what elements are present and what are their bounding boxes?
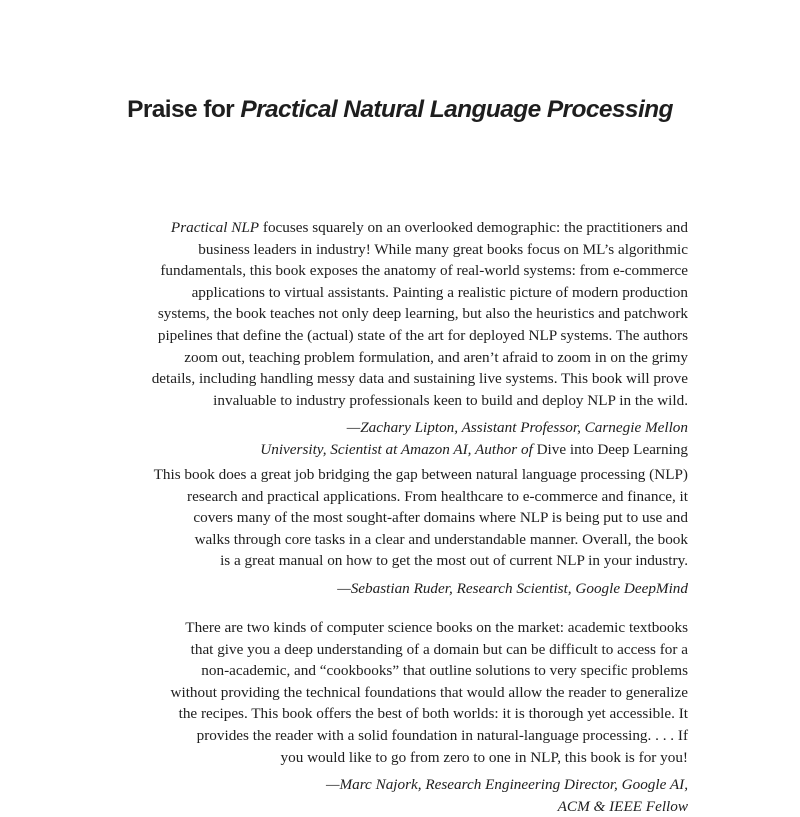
quote-line: is a great manual on how to get the most out of current NLP in your industry. <box>220 552 688 570</box>
quote-line: without providing the technical foundations that would allow the reader to generalize <box>170 683 688 701</box>
quote-line: covers many of the most sought-after domains where NLP is being put to use and <box>193 509 688 527</box>
quote-line: fundamentals, this book exposes the anatomy of real-world systems: from e-commerce <box>160 262 688 280</box>
referenced-book-title: Dive into Deep Learning <box>536 440 688 458</box>
quote-line: zoom out, teaching problem formulation, and aren’t afraid to zoom in on the grimy <box>184 348 688 366</box>
quote-line: invaluable to industry professionals keen to build and deploy NLP in the wild. <box>213 391 688 409</box>
quote-attribution <box>100 578 688 600</box>
quote-line: you would like to go from zero to one in NLP, this book is for you! <box>280 748 688 766</box>
praise-quote-najork <box>100 617 688 817</box>
praise-quote-ruder <box>100 464 688 600</box>
quote-line: that give you a deep understanding of a domain but can be difficult to access for a <box>190 640 688 658</box>
heading-prefix: Praise for <box>127 96 241 123</box>
page-heading <box>0 96 800 124</box>
quote-line: non-academic, and “cookbooks” that outline solutions to very specific problems <box>201 662 688 680</box>
quote-line: systems, the book teaches not only deep learning, but also the heuristics and patchwork <box>157 305 688 323</box>
attribution-line: University, Scientist at Amazon AI, Author of Dive into Deep Learning <box>260 440 688 458</box>
quote-line: applications to virtual assistants. Painting a realistic picture of modern production <box>191 283 688 301</box>
quote-attribution <box>100 774 688 817</box>
quote-line: walks through core tasks in a clear and understandable manner. Overall, the book <box>194 530 688 548</box>
quote-line: There are two kinds of computer science books on the market: academic textbooks <box>185 619 688 636</box>
praise-quote-lipton <box>100 217 688 461</box>
attribution-line: —Marc Najork, Research Engineering Director, Google AI, <box>325 776 688 794</box>
quote-line: research and practical applications. From healthcare to e-commerce and finance, it <box>187 487 688 505</box>
quote-line: provides the reader with a solid foundation in natural-language processing. . . . If <box>196 726 688 744</box>
quote-line: details, including handling messy data and sustaining live systems. This book will prove <box>151 370 688 388</box>
quote-body <box>100 217 688 411</box>
book-short-title: Practical NLP <box>170 219 260 236</box>
quote-body <box>100 617 688 768</box>
quote-attribution <box>100 417 688 460</box>
quote-line: the recipes. This book offers the best of both worlds: it is thorough yet accessible. It <box>178 705 688 723</box>
quote-line: This book does a great job bridging the gap between natural language processing (NLP) <box>153 466 688 483</box>
quote-line: pipelines that define the (actual) state of the art for deployed NLP systems. The authors <box>157 326 688 344</box>
quote-line: business leaders in industry! While many great books focus on ML’s algorithmic <box>198 240 688 258</box>
quote-body <box>100 464 688 572</box>
attribution-line: ACM & IEEE Fellow <box>557 797 688 815</box>
book-title: Practical Natural Language Processing <box>240 96 673 123</box>
attribution-line: —Zachary Lipton, Assistant Professor, Carnegie Mellon <box>346 419 688 437</box>
quote-line: Practical NLP focuses squarely on an overlooked demographic: the practitioners and <box>170 219 688 236</box>
attribution-line: —Sebastian Ruder, Research Scientist, Google DeepMind <box>337 579 688 597</box>
